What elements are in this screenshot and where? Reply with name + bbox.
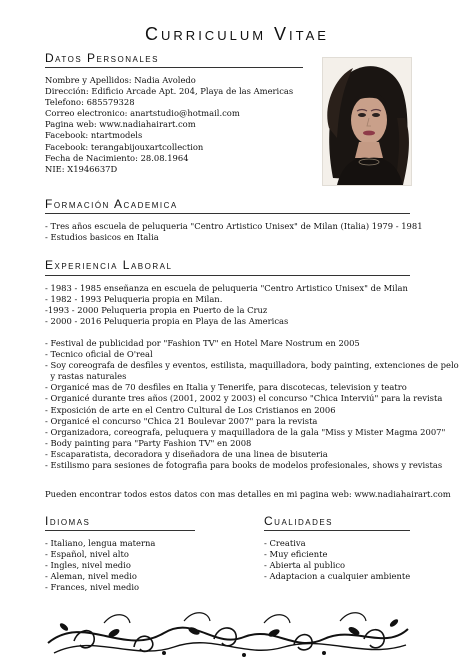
languages-rule (45, 530, 195, 531)
portrait-image (323, 58, 411, 185)
event-line: - Body painting para "Party Fashion TV" en 2008 (45, 437, 252, 448)
academic-rule (45, 213, 410, 214)
language-item: - Aleman, nivel medio (45, 571, 137, 582)
language-item: - Español, nivel alto (45, 549, 129, 560)
experience-heading: Experiencia Laboral (45, 258, 173, 272)
job-line: -1993 - 2000 Peluqueria propia en Puerto de la Cruz (45, 305, 268, 316)
event-line: - Tecnico oficial de O'real (45, 349, 153, 360)
event-line: - Organizadora, coreografa, peluquera y maquilladora de la gala "Miss y Mister Magma 2007" (45, 426, 446, 437)
floral-ornament (44, 603, 412, 661)
experience-jobs (45, 283, 408, 327)
languages-block (45, 538, 155, 593)
academic-heading: Formación Academica (45, 197, 178, 211)
job-line: - 1982 - 1993 Peluqueria propia en Milan. (45, 294, 223, 305)
quality-item: - Abierta al publico (264, 560, 346, 571)
personal-line: NIE: X1946637D (45, 163, 118, 174)
quality-item: - Creativa (264, 538, 306, 548)
personal-line: Telefono: 685579328 (45, 97, 135, 108)
personal-line: Nombre y Apellidos: Nadia Avoledo (45, 75, 196, 85)
event-line: - Organicé el concurso "Chica 21 Boulevar 2007" para la revista (45, 415, 318, 426)
personal-line: Fecha de Nacimiento: 28.08.1964 (45, 152, 189, 163)
personal-line: Pagina web: www.nadiahairart.com (45, 119, 196, 130)
academic-line: - Estudios basicos en Italia (45, 232, 159, 243)
event-line: - Escaparatista, decoradora y diseñadora de una linea de bisuteria (45, 448, 328, 459)
qualities-block (264, 538, 410, 582)
event-line: - Soy coreografa de desfiles y eventos, estilista, maquilladora, body painting, extenciones de pelo (45, 360, 459, 371)
personal-block (45, 75, 293, 175)
personal-rule (45, 67, 303, 68)
personal-line: Correo electronico: anartstudio@hotmail.com (45, 108, 240, 119)
quality-item: - Adaptacion a cualquier ambiente (264, 571, 411, 582)
job-line: - 2000 - 2016 Peluqueria propia en Playa de las Americas (45, 316, 289, 327)
qualities-heading: Cualidades (264, 514, 334, 528)
language-item: - Frances, nivel medio (45, 582, 140, 593)
job-line: - 1983 - 1985 enseñanza en escuela de peluqueria "Centro Artistico Unisex" de Milan (45, 283, 408, 293)
event-line: - Exposición de arte en el Centro Cultural de Los Cristianos en 2006 (45, 404, 336, 415)
language-item: - Ingles, nivel medio (45, 560, 131, 571)
personal-line: Facebook: terangabijouxartcollection (45, 141, 204, 152)
academic-line: - Tres años escuela de peluqueria "Centro Artistico Unisex" de Milan (Italia) 1979 - 1981 (45, 221, 423, 231)
event-line: - Estilismo para sesiones de fotografia para books de modelos profesionales, shows y revistas (45, 460, 443, 471)
personal-line: Dirección: Edificio Arcade Apt. 204, Playa de las Americas (45, 86, 294, 97)
experience-footer: Pueden encontrar todos estos datos con mas detalles en mi pagina web: www.nadiahairart.com (45, 489, 451, 499)
event-line: - Organicé durante tres años (2001, 2002 y 2003) el concurso "Chica Interviú" para la revista (45, 393, 443, 404)
personal-line: Facebook: ntartmodels (45, 130, 143, 141)
experience-rule (45, 275, 410, 276)
event-line: - Organicé mas de 70 desfiles en Italia y Tenerife, para discotecas, television y teatro (45, 382, 407, 393)
languages-heading: Idiomas (45, 514, 91, 528)
quality-item: - Muy eficiente (264, 549, 328, 560)
experience-events (45, 338, 459, 471)
profile-photo (322, 57, 412, 186)
qualities-rule (264, 530, 410, 531)
event-line: y rastas naturales (45, 371, 127, 382)
language-item: - Italiano, lengua materna (45, 538, 156, 548)
academic-block (45, 221, 423, 243)
event-line: - Festival de publicidad por "Fashion TV" en Hotel Mare Nostrum en 2005 (45, 338, 360, 348)
personal-heading: Datos Personales (45, 51, 159, 65)
document-title: Curriculum Vitae (145, 24, 329, 44)
